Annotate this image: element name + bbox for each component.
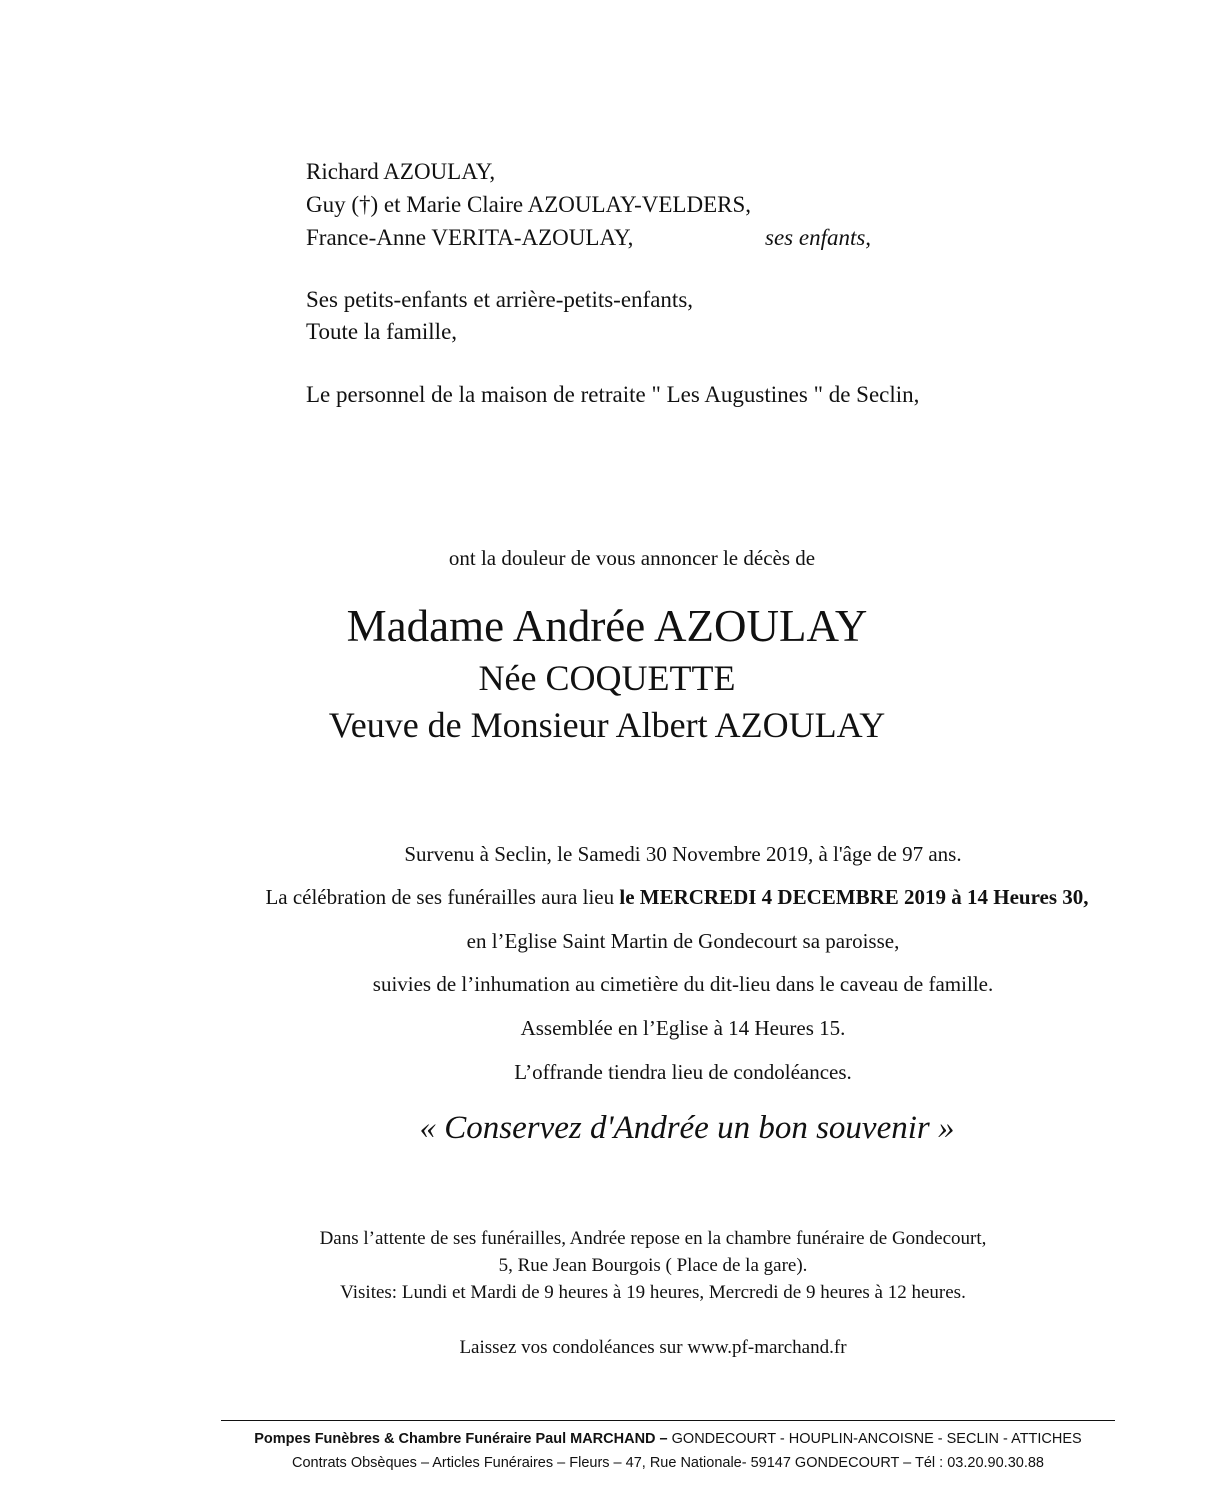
funeral-date-line [70,883,1214,911]
family-role-label: ses enfants, [765,225,872,250]
death-date-line: Survenu à Seclin, le Samedi 30 Novembre 2019, à l'âge de 97 ans. [404,842,962,866]
assembly-line: Assemblée en l’Eglise à 14 Heures 15. [520,1016,846,1040]
family-line-children-1: Richard AZOULAY, [306,159,496,184]
family-line-retirement-home-staff: Le personnel de la maison de retraite " Les Augustines " de Seclin, [306,382,920,407]
memorial-quote: « Conservez d'Andrée un bon souvenir » [419,1110,955,1146]
offering-line: L’offrande tiendra lieu de condoléances. [514,1060,852,1084]
funeral-date-bold: le MERCREDI 4 DECEMBRE 2019 à 14 Heures 30, [619,885,1089,909]
family-line-whole-family: Toute la famille, [306,319,458,344]
deceased-widow-of: Veuve de Monsieur Albert AZOULAY [328,705,886,745]
footer-company-name: Pompes Funèbres & Chambre Funéraire Paul MARCHAND – [254,1431,668,1447]
announcement-text: ont la douleur de vous annoncer le décès de [448,546,816,570]
deceased-maiden-name: Née COQUETTE [478,658,736,698]
church-line: en l’Eglise Saint Martin de Gondecourt sa paroisse, [466,929,900,953]
deceased-name: Madame Andrée AZOULAY [346,601,868,651]
condolences-website: Laissez vos condoléances sur www.pf-marchand.fr [459,1337,847,1358]
resting-place-line: Dans l’attente de ses funérailles, Andrée repose en la chambre funéraire de Gondecourt, [319,1228,987,1249]
burial-line: suivies de l’inhumation au cimetière du dit-lieu dans le caveau de famille. [372,972,994,996]
footer-company-locations: GONDECOURT - HOUPLIN-ANCOISNE - SECLIN - ATTICHES [667,1431,1082,1447]
family-line-children-2: Guy (†) et Marie Claire AZOULAY-VELDERS, [306,192,752,217]
family-line-grandchildren: Ses petits-enfants et arrière-petits-enfants, [306,287,694,312]
visiting-hours: Visites: Lundi et Mardi de 9 heures à 19 heures, Mercredi de 9 heures à 12 heures. [340,1282,966,1303]
funeral-date-prefix: La célébration de ses funérailles aura lieu [265,885,620,909]
resting-place-address: 5, Rue Jean Bourgois ( Place de la gare). [498,1255,808,1276]
footer-contact-line: Contrats Obsèques – Articles Funéraires – Fleurs – 47, Rue Nationale- 59147 GONDECOURT – Tél : 03.20.90.30.88 [292,1455,1044,1471]
footer-divider [221,1420,1115,1421]
family-line-children-3: France-Anne VERITA-AZOULAY, [306,225,634,250]
footer-company-line [221,1429,1115,1449]
